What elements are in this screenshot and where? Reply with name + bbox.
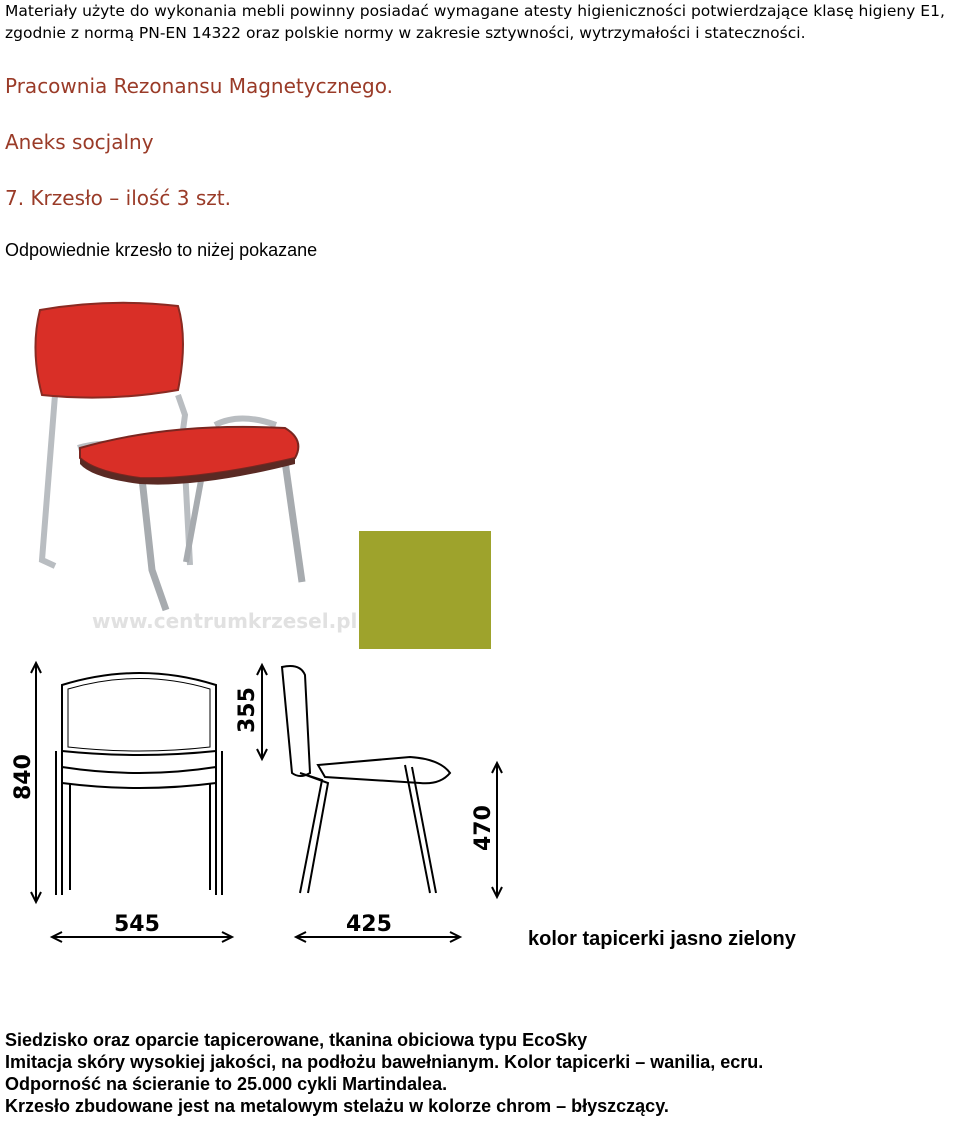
spec-line-1: Siedzisko oraz oparcie tapicerowane, tkanina obiciowa typu EcoSky bbox=[5, 1030, 588, 1050]
front-view-seat bbox=[62, 767, 216, 788]
technical-drawing-svg bbox=[0, 655, 520, 955]
front-view-leg bbox=[216, 751, 222, 895]
heading-room: Aneks socjalny bbox=[5, 130, 154, 154]
chair-description-heading: Odpowiednie krzesło to niżej pokazane bbox=[5, 240, 318, 260]
intro-paragraph bbox=[5, 0, 955, 44]
intro-line-2: zgodnie z normą PN-EN 14322 oraz polskie normy w zakresie sztywności, wytrzymałości i stateczności. bbox=[5, 24, 806, 42]
upholstery-color-label: kolor tapicerki jasno zielony bbox=[528, 928, 796, 950]
dim-label-backrest: 355 bbox=[235, 687, 260, 733]
color-swatch bbox=[359, 531, 491, 649]
chair-backrest bbox=[35, 303, 183, 398]
heading-lab: Pracownia Rezonansu Magnetycznego. bbox=[5, 74, 393, 98]
dim-label-seat-height: 470 bbox=[471, 805, 496, 851]
spec-line-2: Imitacja skóry wysokiej jakości, na podłożu bawełnianym. Kolor tapicerki – wanilia, ecru. bbox=[5, 1052, 764, 1072]
front-view-leg bbox=[56, 751, 62, 895]
spec-line-3: Odporność na ścieranie to 25.000 cykli Martindalea. bbox=[5, 1074, 448, 1094]
spec-line-4: Krzesło zbudowane jest na metalowym stelażu w kolorze chrom – błyszczący. bbox=[5, 1096, 669, 1116]
side-view-leg bbox=[300, 773, 328, 893]
watermark-text: www.centrumkrzesel.pl bbox=[92, 609, 358, 633]
chair-photo bbox=[0, 290, 362, 642]
side-view-leg bbox=[405, 765, 436, 893]
side-view-seat bbox=[318, 757, 450, 783]
intro-line-1: Materiały użyte do wykonania mebli powinny posiadać wymagane atesty higieniczności potwierdzające klasę higieny E1, bbox=[5, 2, 945, 20]
dim-label-height: 840 bbox=[11, 754, 36, 800]
front-view-leg bbox=[70, 783, 210, 890]
dim-label-depth: 425 bbox=[346, 912, 392, 937]
side-view-backrest bbox=[282, 666, 310, 776]
dim-label-width: 545 bbox=[114, 912, 160, 937]
heading-item: 7. Krzesło – ilość 3 szt. bbox=[5, 186, 231, 210]
technical-drawing bbox=[0, 655, 520, 955]
front-view-backrest bbox=[62, 673, 216, 755]
chair-photo-svg bbox=[0, 290, 362, 642]
